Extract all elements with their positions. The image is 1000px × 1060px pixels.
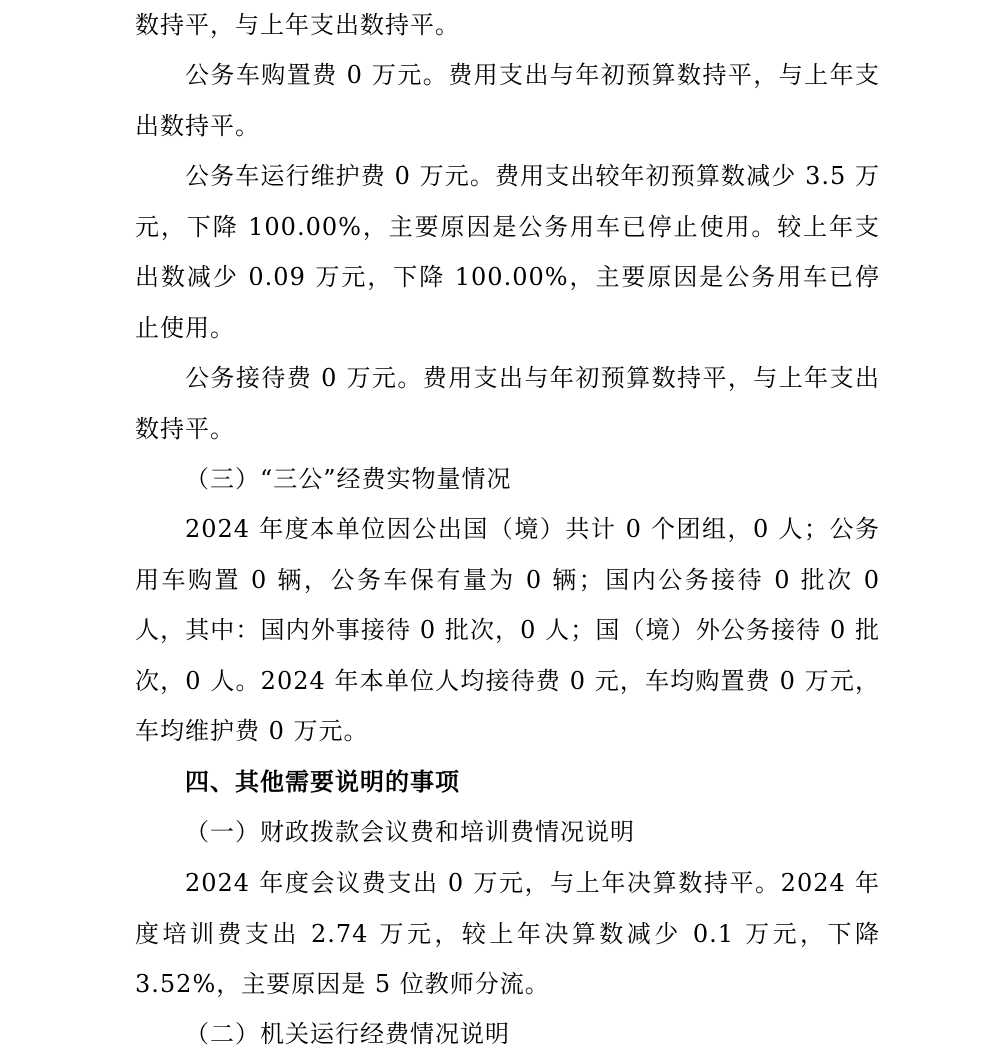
paragraph-continuation: 数持平，与上年支出数持平。 bbox=[135, 11, 460, 39]
paragraph-vehicle-maintenance: 公务车运行维护费 0 万元。费用支出较年初预算数减少 3.5 万元，下降 100.00%，主要原因是公务用车已停止使用。较上年支出数减少 0.09 万元，下降 100.00%，主要原因是公务用车已停止使用。 bbox=[135, 162, 880, 342]
paragraph-physical-quantity: 2024 年度本单位因公出国（境）共计 0 个团组，0 人；公务用车购置 0 辆，公务车保有量为 0 辆；国内公务接待 0 批次 0 人，其中：国内外事接待 0 批次，0 人；国（境）外公务接待 0 批次，0 人。2024 年本单位人均接待费 0 元，车均购置费 0 万元，车均维护费 0 万元。 bbox=[135, 515, 880, 745]
heading-other-matters: 四、其他需要说明的事项 bbox=[185, 768, 460, 796]
heading-meeting-training: （一）财政拨款会议费和培训费情况说明 bbox=[185, 818, 635, 846]
paragraph-vehicle-purchase: 公务车购置费 0 万元。费用支出与年初预算数持平，与上年支出数持平。 bbox=[135, 61, 880, 140]
heading-physical-quantity: （三）“三公”经费实物量情况 bbox=[185, 465, 512, 493]
heading-operating-expenses: （二）机关运行经费情况说明 bbox=[185, 1020, 510, 1048]
paragraph-meeting-training: 2024 年度会议费支出 0 万元，与上年决算数持平。2024 年度培训费支出 2.74 万元，较上年决算数减少 0.1 万元，下降 3.52%，主要原因是 5 位教师分流。 bbox=[135, 869, 880, 998]
paragraph-reception: 公务接待费 0 万元。费用支出与年初预算数持平，与上年支出数持平。 bbox=[135, 364, 880, 443]
